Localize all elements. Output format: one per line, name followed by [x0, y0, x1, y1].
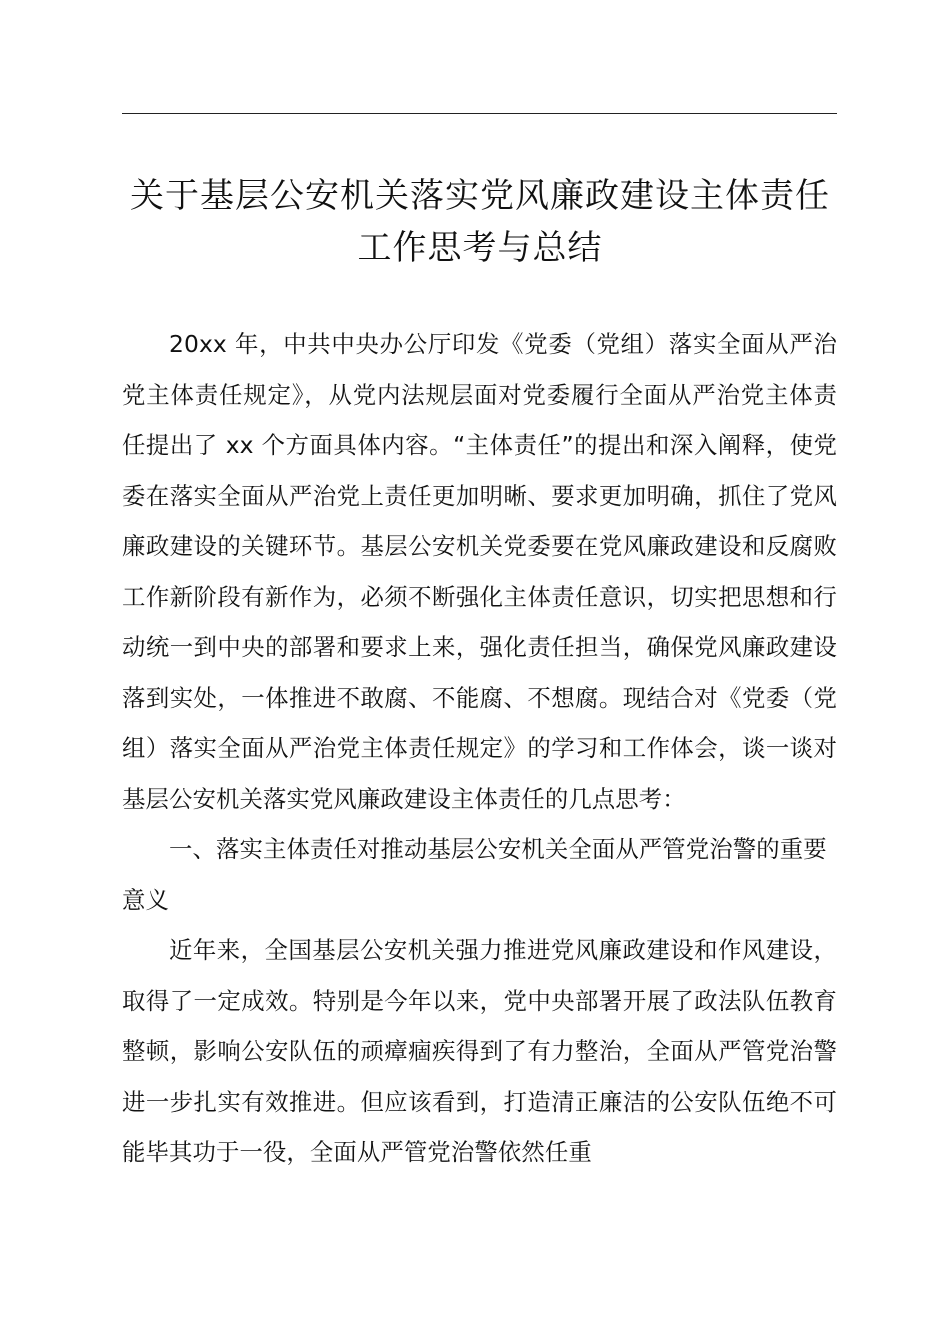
header-rule [122, 113, 837, 114]
page-title [110, 170, 850, 274]
section-1-paragraph: 近年来，全国基层公安机关强力推进党风廉政建设和作风建设，取得了一定成效。特别是今年以来，党中央部署开展了政法队伍教育整顿，影响公安队伍的顽瘴痼疾得到了有力整治，全面从严管党治警进一步扎实有效推进。但应该看到，打造清正廉洁的公安队伍绝不可能毕其功于一役，全面从严管党治警依然任重 [122, 936, 837, 1166]
document-body [122, 319, 837, 1178]
intro-paragraph: 20xx 年，中共中央办公厅印发《党委（党组）落实全面从严治党主体责任规定》，从党内法规层面对党委履行全面从严治党主体责任提出了 xx 个方面具体内容。“主体责任”的提出和深入阐释，使党委在落实全面从严治党上责任更加明晰、要求更加明确，抓住了党风廉政建设的关键环节。基层公安机关党委要在党风廉政建设和反腐败工作新阶段有新作为，必须不断强化主体责任意识，切实把思想和行动统一到中央的部署和要求上来，强化责任担当，确保党风廉政建设落到实处，一体推进不敢腐、不能腐、不想腐。现结合对《党委（党组）落实全面从严治党主体责任规定》的学习和工作体会，谈一谈对基层公安机关落实党风廉政建设主体责任的几点思考： [122, 330, 837, 813]
title-line-2: 工作思考与总结 [357, 228, 603, 268]
section-heading-1: 一、落实主体责任对推动基层公安机关全面从严管党治警的重要意义 [122, 835, 827, 914]
title-line-1: 关于基层公安机关落实党风廉政建设主体责任 [130, 176, 830, 216]
